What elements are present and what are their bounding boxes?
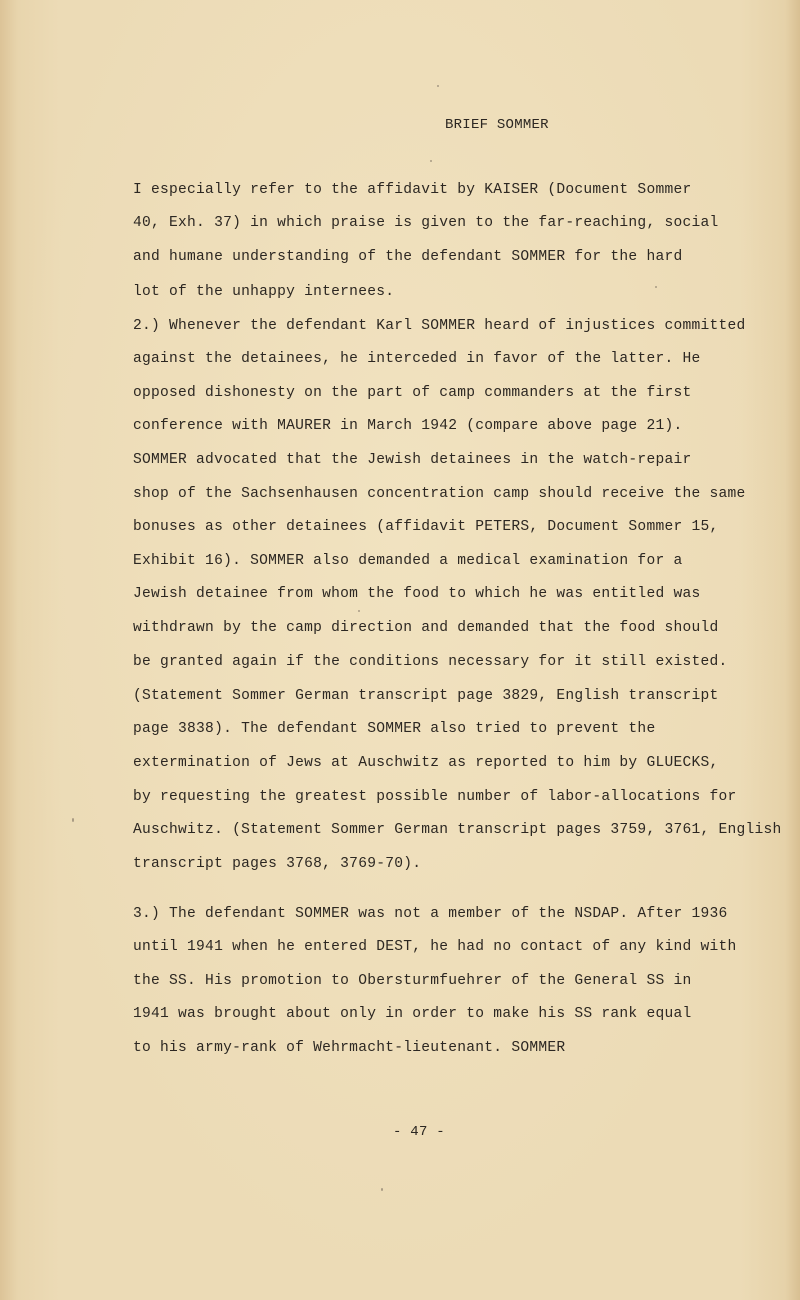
text-line: 40, Exh. 37) in which praise is given to the far-reaching, social <box>133 215 719 231</box>
text-line: be granted again if the conditions necessary for it still existed. <box>133 654 728 670</box>
text-line: page 3838). The defendant SOMMER also tried to prevent the <box>133 721 656 737</box>
text-line: 2.) Whenever the defendant Karl SOMMER heard of injustices committed <box>133 318 746 334</box>
text-line: until 1941 when he entered DEST, he had no contact of any kind with <box>133 939 737 955</box>
text-line: bonuses as other detainees (affidavit PETERS, Document Sommer 15, <box>133 519 719 535</box>
text-line: Exhibit 16). SOMMER also demanded a medical examination for a <box>133 553 683 569</box>
text-line: conference with MAURER in March 1942 (compare above page 21). <box>133 418 683 434</box>
text-line: 1941 was brought about only in order to make his SS rank equal <box>133 1006 692 1022</box>
text-line: withdrawn by the camp direction and demanded that the food should <box>133 620 719 636</box>
text-line: by requesting the greatest possible number of labor-allocations for <box>133 789 737 805</box>
text-line: (Statement Sommer German transcript page 3829, English transcript <box>133 688 719 704</box>
text-line: against the detainees, he interceded in favor of the latter. He <box>133 351 701 367</box>
text-line: Auschwitz. (Statement Sommer German transcript pages 3759, 3761, English <box>133 822 782 838</box>
text-line: and humane understanding of the defendant SOMMER for the hard <box>133 249 683 265</box>
text-line: extermination of Jews at Auschwitz as reported to him by GLUECKS, <box>133 755 719 771</box>
text-line: transcript pages 3768, 3769-70). <box>133 856 422 872</box>
text-line: opposed dishonesty on the part of camp commanders at the first <box>133 385 692 401</box>
page-number: - 47 - <box>393 1124 445 1140</box>
text-line: 3.) The defendant SOMMER was not a member of the NSDAP. After 1936 <box>133 906 728 922</box>
text-line: lot of the unhappy internees. <box>133 284 395 300</box>
paper-speck <box>358 610 360 612</box>
paper-speck <box>381 1188 383 1191</box>
paper-speck <box>430 160 432 162</box>
text-line: to his army-rank of Wehrmacht-lieutenant. SOMMER <box>133 1040 566 1056</box>
paper-speck <box>437 85 439 87</box>
page-title: BRIEF SOMMER <box>445 117 549 133</box>
paper-speck <box>72 818 74 822</box>
text-line: shop of the Sachsenhausen concentration camp should receive the same <box>133 486 746 502</box>
text-line: SOMMER advocated that the Jewish detainees in the watch-repair <box>133 452 692 468</box>
paper-speck <box>655 286 657 288</box>
text-line: Jewish detainee from whom the food to which he was entitled was <box>133 586 701 602</box>
text-line: I especially refer to the affidavit by KAISER (Document Sommer <box>133 182 692 198</box>
text-line: the SS. His promotion to Obersturmfuehrer of the General SS in <box>133 973 692 989</box>
